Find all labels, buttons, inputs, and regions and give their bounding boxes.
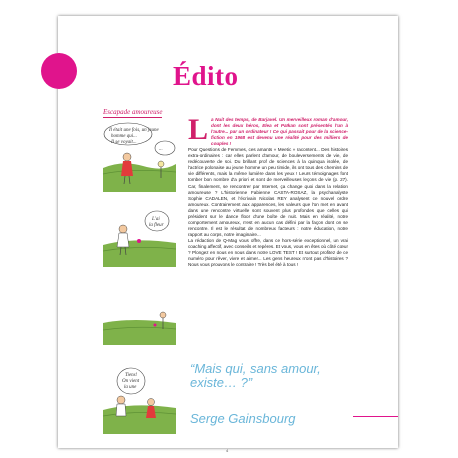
comic-heading: Escapade amoureuse: [103, 108, 163, 116]
magazine-page: [58, 16, 398, 453]
pink-tab-marker: [41, 53, 77, 89]
comic-panel-4: [103, 364, 176, 434]
comic-panel-1: [103, 120, 176, 192]
editorial-lead: [188, 113, 348, 147]
pull-quote: “Mais qui, sans amour, existe… ?”: [190, 361, 321, 390]
page-title: Édito: [173, 61, 239, 91]
bubble-1-line-2: homme qui...: [111, 134, 137, 139]
editorial-body-2: La rédaction de Q-Mag vous offre, dans ce hors-série exceptionnel, un vrai coaching affectif, avec conseils et repères. Et vous, vous en êtes où côté cœur ? Plongez en nous en nous dans notre LOVE TEST ! Et surtout profitez de ce numéro pour rêver, vivre et aimer... Les gens heureux n'ont pas d'histoires ? Nous vous prouvons le contraire ! Très bel été à tous !: [188, 237, 349, 268]
bubble-4-line-3: la une: [124, 385, 137, 390]
editorial-body-1: Pour Questions de Femmes, ces amants « Meetic » racontent... Des histoires extra-ordinaires : car elles parlent d'amour, de bouleversements de vie, de redécouverte de soi. Du brillant prof de sciences à la quinqua isolée, de l'actrice polonaise au jeune homme un peu timide, ils ont tous des chemins de vie différents, mais la même lumière dans les yeux ! Leurs témoignages font tomber bon nombre d'a priori et sont de merveilleuses leçons de vie (p. 27). Car, finalement, se rencontrer par Internet, ça change quoi dans la relation amoureuse ? L'historienne Fabienne CASTA-ROSAZ, la psychanalyste Sophie CADALEN, et l'écrivain Nicolas REY analysent ce nouvel ordre amoureux. Contrairement aux apparences, les valeurs que l'on met en avant dans une rencontre virtuelle sont souvent plus profondes que celles qui président sur le dance floor d'une boîte de nuit. Mais en réalité, notre comportement amoureux, n'est en aucun cas défini par la façon dont on se rencontre. Il est le résultat de nombreux facteurs : notre éducation, notre rapport au corps, notre imaginaire...: [188, 147, 348, 237]
bubble-1-line-3: Il se voyait...: [111, 140, 137, 145]
comic-panel-3: [103, 285, 176, 345]
bubble-3-line-2: la fleur: [149, 223, 164, 228]
bubble-4-line-1: Tiens!: [125, 373, 138, 378]
bubble-4-line-2: On vient: [122, 379, 140, 384]
editorial-column: [188, 113, 349, 268]
bubble-1-line-1: Il était une fois, un jeune: [109, 128, 159, 133]
page-number: 4: [226, 448, 229, 453]
drop-cap: L: [188, 113, 209, 146]
bubble-3-line-1: L'ai: [152, 217, 160, 222]
pink-rule: [353, 416, 398, 417]
quote-author: Serge Gainsbourg: [190, 411, 296, 426]
comic-panel-2: [103, 207, 176, 267]
bubble-2-text: ...: [159, 147, 163, 152]
lead-text: a Nuit des temps, de Barjavel. Un merveilleux roman d'amour, dont les deux héros, Elea et Païkan sont présentés l'un à l'autre... par un ordinateur ! Ce qui passait pour de la science-fiction en 1968 est devenu une réalité pour des milliers de couples !: [211, 117, 348, 147]
